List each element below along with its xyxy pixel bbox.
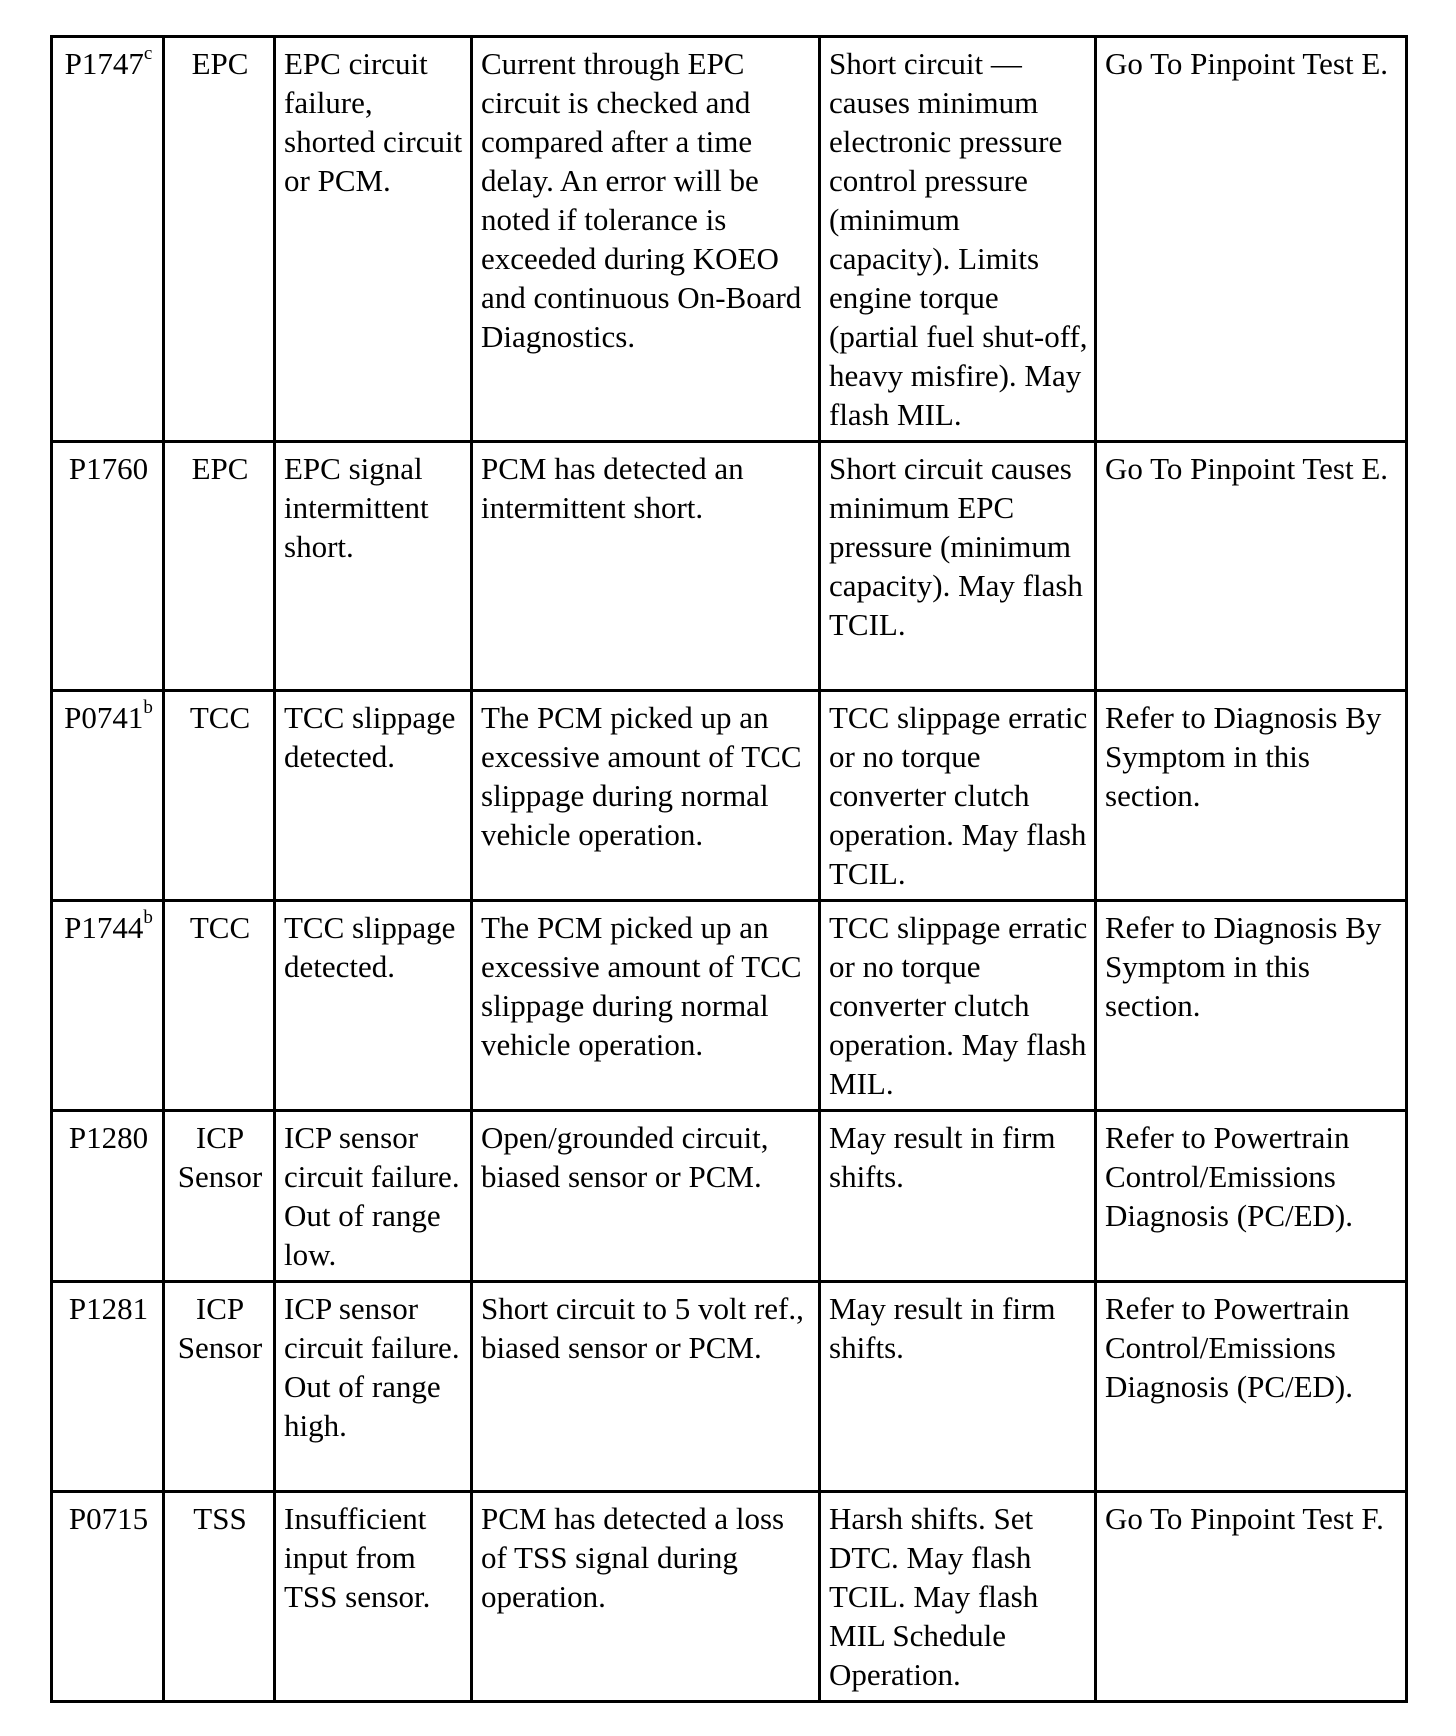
action-cell: Refer to Diagnosis By Symptom in this section. bbox=[1096, 901, 1407, 1111]
condition-cell: Short circuit to 5 volt ref., biased sensor or PCM. bbox=[472, 1282, 820, 1492]
table-row bbox=[52, 901, 1407, 1111]
symptom-cell: Short circuit causes minimum EPC pressure (minimum capacity). May flash TCIL. bbox=[820, 442, 1096, 691]
dtc-code: P0741 bbox=[64, 700, 144, 735]
table-row bbox=[52, 1282, 1407, 1492]
description-cell: Insufficient input from TSS sensor. bbox=[275, 1492, 472, 1702]
footnote-marker: b bbox=[143, 696, 153, 718]
description-cell: EPC signal intermittent short. bbox=[275, 442, 472, 691]
action-cell: Go To Pinpoint Test F. bbox=[1096, 1492, 1407, 1702]
system-cell: TCC bbox=[164, 691, 275, 901]
condition-cell: PCM has detected a loss of TSS signal during operation. bbox=[472, 1492, 820, 1702]
condition-cell: PCM has detected an intermittent short. bbox=[472, 442, 820, 691]
symptom-cell: TCC slippage erratic or no torque converter clutch operation. May flash TCIL. bbox=[820, 691, 1096, 901]
system-cell: TCC bbox=[164, 901, 275, 1111]
symptom-cell: Short circuit — causes minimum electronic pressure control pressure (minimum capacity). Limits engine torque (partial fuel shut-off, heavy misfire). May flash MIL. bbox=[820, 37, 1096, 442]
dtc-code-cell bbox=[52, 1492, 164, 1702]
dtc-code: P1281 bbox=[68, 1291, 149, 1326]
symptom-cell: TCC slippage erratic or no torque converter clutch operation. May flash MIL. bbox=[820, 901, 1096, 1111]
description-cell: TCC slippage detected. bbox=[275, 901, 472, 1111]
footnote-marker: b bbox=[143, 906, 153, 928]
action-cell: Go To Pinpoint Test E. bbox=[1096, 442, 1407, 691]
dtc-code-cell bbox=[52, 442, 164, 691]
action-cell: Refer to Powertrain Control/Emissions Diagnosis (PC/ED). bbox=[1096, 1111, 1407, 1282]
dtc-code-cell bbox=[52, 901, 164, 1111]
dtc-code-cell bbox=[52, 37, 164, 442]
dtc-code-cell bbox=[52, 1111, 164, 1282]
system-cell: ICP Sensor bbox=[164, 1111, 275, 1282]
table-row bbox=[52, 1111, 1407, 1282]
system-cell: EPC bbox=[164, 442, 275, 691]
footnote-marker: c bbox=[143, 42, 153, 64]
dtc-code: P1744 bbox=[64, 910, 144, 945]
description-cell: EPC circuit failure, shorted circuit or PCM. bbox=[275, 37, 472, 442]
dtc-code: P1747 bbox=[64, 46, 144, 81]
dtc-code-cell bbox=[52, 691, 164, 901]
dtc-code: P0715 bbox=[68, 1501, 149, 1536]
table-row bbox=[52, 37, 1407, 442]
description-cell: ICP sensor circuit failure. Out of range high. bbox=[275, 1282, 472, 1492]
dtc-code-cell bbox=[52, 1282, 164, 1492]
symptom-cell: Harsh shifts. Set DTC. May flash TCIL. May flash MIL Schedule Operation. bbox=[820, 1492, 1096, 1702]
system-cell: ICP Sensor bbox=[164, 1282, 275, 1492]
symptom-cell: May result in firm shifts. bbox=[820, 1111, 1096, 1282]
symptom-cell: May result in firm shifts. bbox=[820, 1282, 1096, 1492]
condition-cell: Current through EPC circuit is checked and compared after a time delay. An error will be noted if tolerance is exceeded during KOEO and continuous On-Board Diagnostics. bbox=[472, 37, 820, 442]
description-cell: TCC slippage detected. bbox=[275, 691, 472, 901]
system-cell: EPC bbox=[164, 37, 275, 442]
dtc-code: P1760 bbox=[68, 451, 149, 486]
action-cell: Refer to Powertrain Control/Emissions Diagnosis (PC/ED). bbox=[1096, 1282, 1407, 1492]
table-row bbox=[52, 442, 1407, 691]
dtc-code: P1280 bbox=[68, 1120, 149, 1155]
condition-cell: The PCM picked up an excessive amount of TCC slippage during normal vehicle operation. bbox=[472, 901, 820, 1111]
action-cell: Refer to Diagnosis By Symptom in this section. bbox=[1096, 691, 1407, 901]
condition-cell: The PCM picked up an excessive amount of TCC slippage during normal vehicle operation. bbox=[472, 691, 820, 901]
table-row bbox=[52, 691, 1407, 901]
description-cell: ICP sensor circuit failure. Out of range low. bbox=[275, 1111, 472, 1282]
dtc-table bbox=[50, 35, 1408, 1703]
table-row bbox=[52, 1492, 1407, 1702]
system-cell: TSS bbox=[164, 1492, 275, 1702]
condition-cell: Open/grounded circuit, biased sensor or PCM. bbox=[472, 1111, 820, 1282]
action-cell: Go To Pinpoint Test E. bbox=[1096, 37, 1407, 442]
